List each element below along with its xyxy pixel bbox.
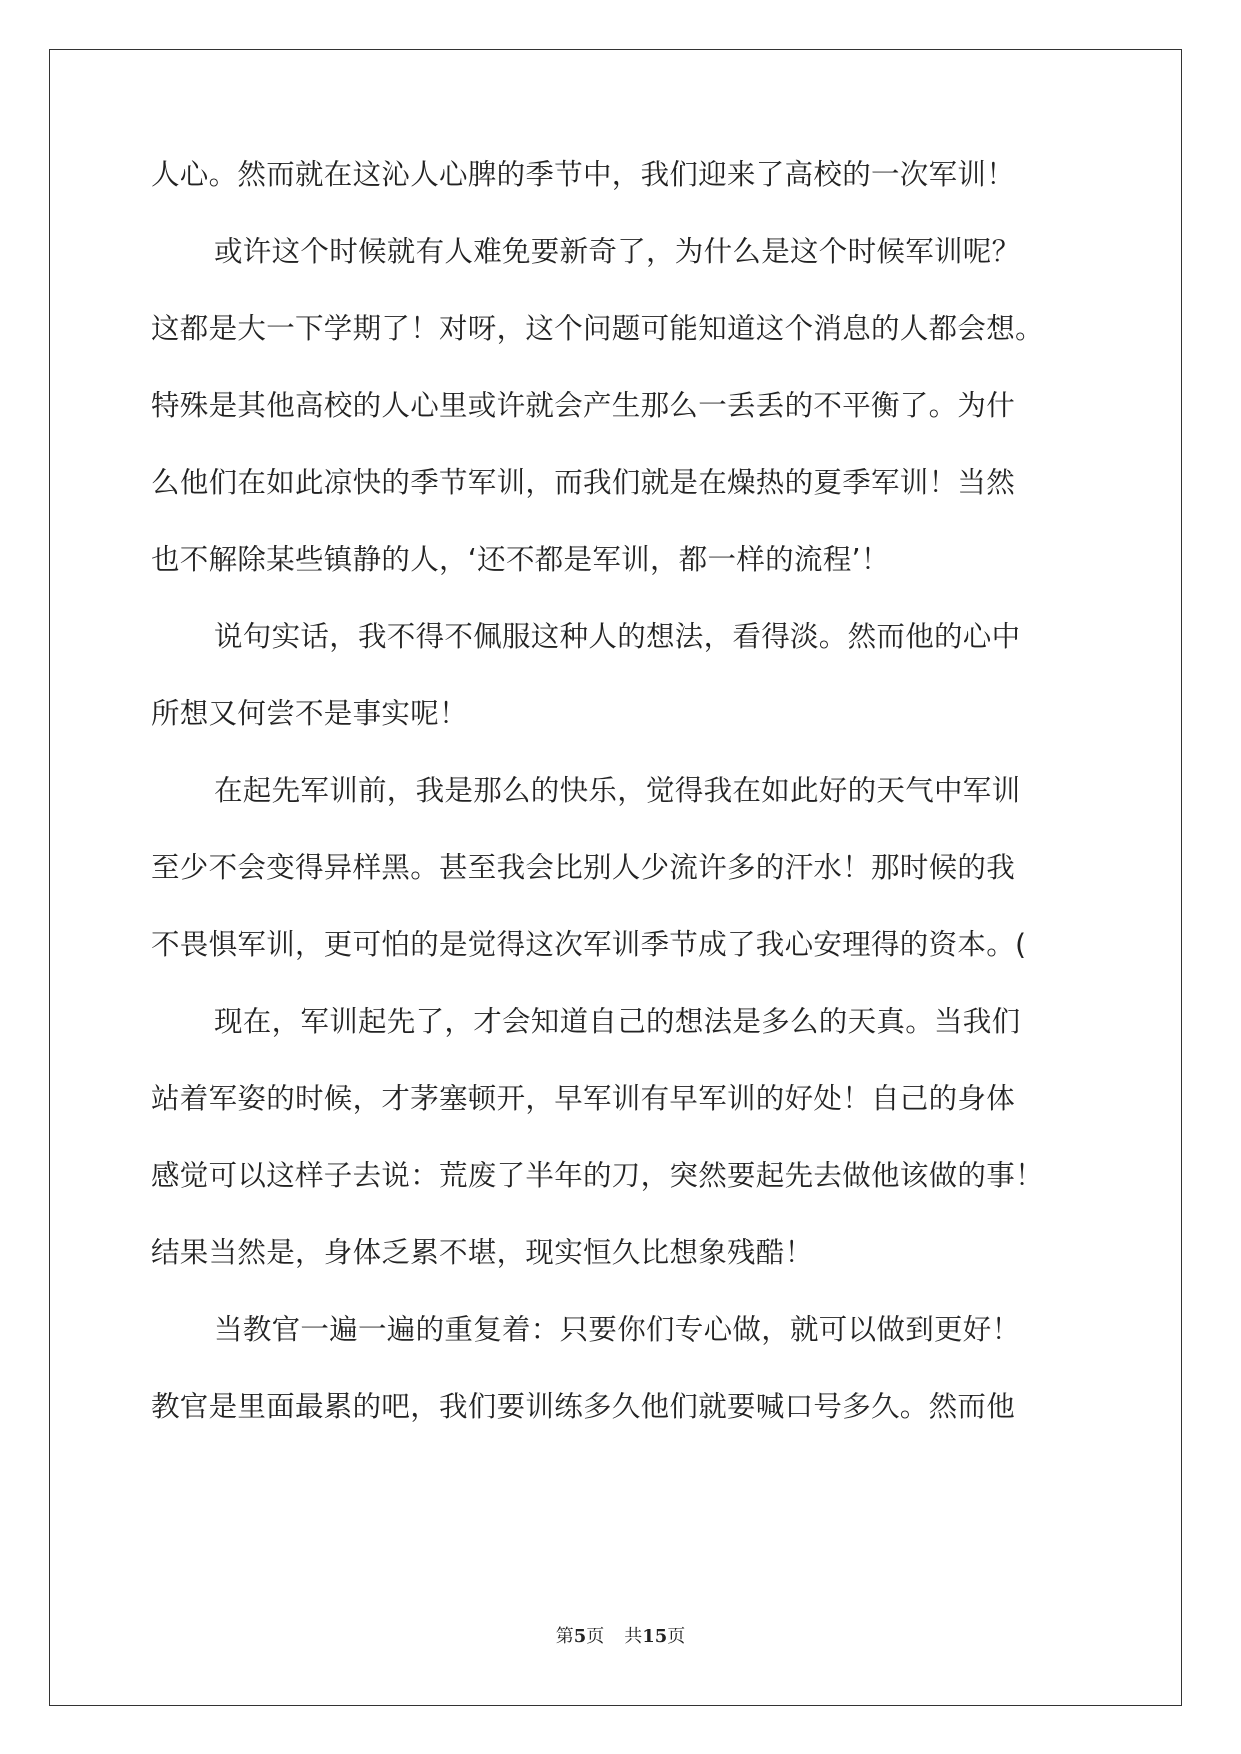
paragraph-start-line: 现在，军训起先了，才会知道自己的想法是多么的天真。当我们 <box>214 1005 1021 1038</box>
page-footer <box>0 1622 1241 1648</box>
page-label-suffix: 页 <box>586 1626 605 1647</box>
text-line: 么他们在如此凉快的季节军训，而我们就是在燥热的夏季军训！当然 <box>151 466 1016 499</box>
total-page-count: 15 <box>642 1626 668 1647</box>
total-label-prefix: 共 <box>624 1626 643 1647</box>
text-line: 不畏惧军训，更可怕的是觉得这次军训季节成了我心安理得的资本。( <box>151 928 1027 961</box>
text-line: 教官是里面最累的吧，我们要训练多久他们就要喊口号多久。然而他 <box>151 1390 1016 1423</box>
text-line: 人心。然而就在这沁人心脾的季节中，我们迎来了高校的一次军训！ <box>151 158 1016 191</box>
total-label-suffix: 页 <box>667 1626 686 1647</box>
paragraph-start-line: 或许这个时候就有人难免要新奇了，为什么是这个时候军训呢？ <box>214 235 1021 268</box>
text-line: 所想又何尝不是事实呢！ <box>151 697 468 730</box>
current-page-number: 5 <box>573 1626 587 1647</box>
text-line: 特殊是其他高校的人心里或许就会产生那么一丢丢的不平衡了。为什 <box>151 389 1016 422</box>
paragraph-start-line: 当教官一遍一遍的重复着：只要你们专心做，就可以做到更好！ <box>214 1313 1021 1346</box>
paragraph-start-line: 在起先军训前，我是那么的快乐，觉得我在如此好的天气中军训 <box>214 774 1021 807</box>
paragraph-start-line: 说句实话，我不得不佩服这种人的想法，看得淡。然而他的心中 <box>214 620 1021 653</box>
page-label-prefix: 第 <box>555 1626 574 1647</box>
text-line: 这都是大一下学期了！对呀，这个问题可能知道这个消息的人都会想。 <box>151 312 1044 345</box>
text-line: 至少不会变得异样黑。甚至我会比别人少流许多的汗水！那时候的我 <box>151 851 1016 884</box>
text-line: 结果当然是，身体乏累不堪，现实恒久比想象残酷！ <box>151 1236 814 1269</box>
text-line: 站着军姿的时候，才茅塞顿开，早军训有早军训的好处！自己的身体 <box>151 1082 1016 1115</box>
text-line: 感觉可以这样子去说：荒废了半年的刀，突然要起先去做他该做的事！ <box>151 1159 1044 1192</box>
text-line: 也不解除某些镇静的人，‘还不都是军训，都一样的流程’！ <box>151 543 890 576</box>
